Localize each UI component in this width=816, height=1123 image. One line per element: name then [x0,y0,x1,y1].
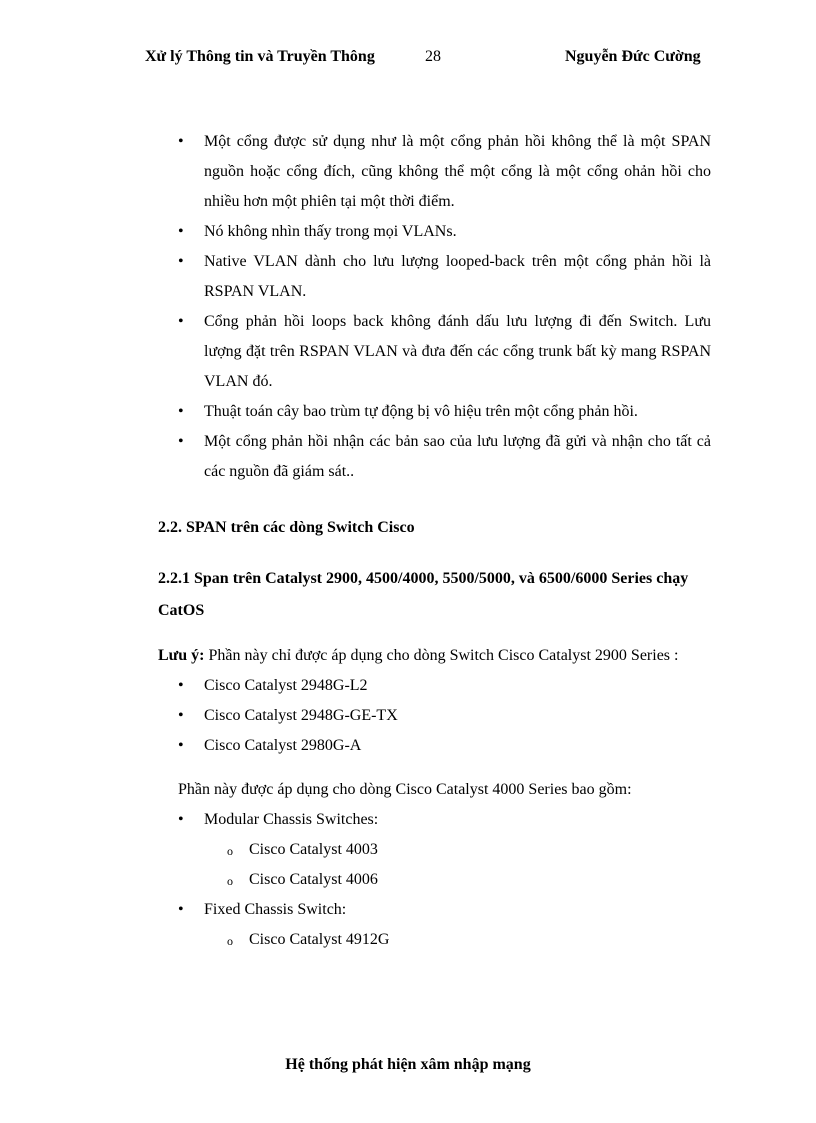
sub-list-item: o Cisco Catalyst 4006 [158,865,711,895]
list-item-modular [158,805,711,835]
list-item-label: Modular Chassis Switches: [204,811,379,828]
list-item: • Cổng phản hồi loops back không đánh dấu lưu lượng đi đến Switch. Lưu lượng đặt trên RSPAN VLAN và đưa đến các cổng trunk bất kỳ mang RSPAN VLAN đó. [158,307,711,397]
note-label: Lưu ý: [158,647,205,664]
bullet-list-2900-models [158,671,711,761]
note-paragraph [158,641,711,671]
list-item-fixed [158,895,711,925]
page-header [0,48,816,72]
list-item: • Cisco Catalyst 2980G-A [158,731,711,761]
bullet-list-4000-models [158,805,711,835]
sub-list-item: o Cisco Catalyst 4003 [158,835,711,865]
sublist-modular [158,835,711,895]
paragraph-4000-series: Phần này được áp dụng cho dòng Cisco Catalyst 4000 Series bao gồm: [178,781,632,798]
bullet-list-port-rules [158,127,711,487]
list-item: • Thuật toán cây bao trùm tự động bị vô hiệu trên một cổng phản hồi. [158,397,711,427]
section-heading: 2.2. SPAN trên các dòng Switch Cisco [158,519,415,536]
list-item-label: Fixed Chassis Switch: [204,901,347,918]
list-item: • Nó không nhìn thấy trong mọi VLANs. [158,217,711,247]
subsection-heading: 2.2.1 Span trên Catalyst 2900, 4500/4000, 5500/5000, và 6500/6000 Series chạy CatOS [158,570,689,619]
list-item: • Cisco Catalyst 2948G-L2 [158,671,711,701]
header-title: Xử lý Thông tin và Truyền Thông [145,48,375,65]
document-body [158,127,711,955]
sublist-fixed [158,925,711,955]
page-footer: Hệ thống phát hiện xâm nhập mạng [285,1056,531,1073]
page-number: 28 [425,48,441,65]
list-item: • Một cổng được sử dụng như là một cổng phản hồi không thể là một SPAN nguồn hoặc cổng đích, cũng không thể một cổng là một cổng ohản hồi cho nhiều hơn một phiên tại một thời điểm. [158,127,711,217]
bullet-list-fixed [158,895,711,925]
header-author: Nguyễn Đức Cường [565,48,701,65]
list-item: • Cisco Catalyst 2948G-GE-TX [158,701,711,731]
list-item: • Một cổng phản hồi nhận các bản sao của lưu lượng đã gửi và nhận cho tất cả các nguồn đã giám sát.. [158,427,711,487]
sub-list-item: o Cisco Catalyst 4912G [158,925,711,955]
list-item: • Native VLAN dành cho lưu lượng looped-back trên một cổng phản hồi là RSPAN VLAN. [158,247,711,307]
note-text: Phần này chỉ được áp dụng cho dòng Switch Cisco Catalyst 2900 Series : [204,647,679,664]
